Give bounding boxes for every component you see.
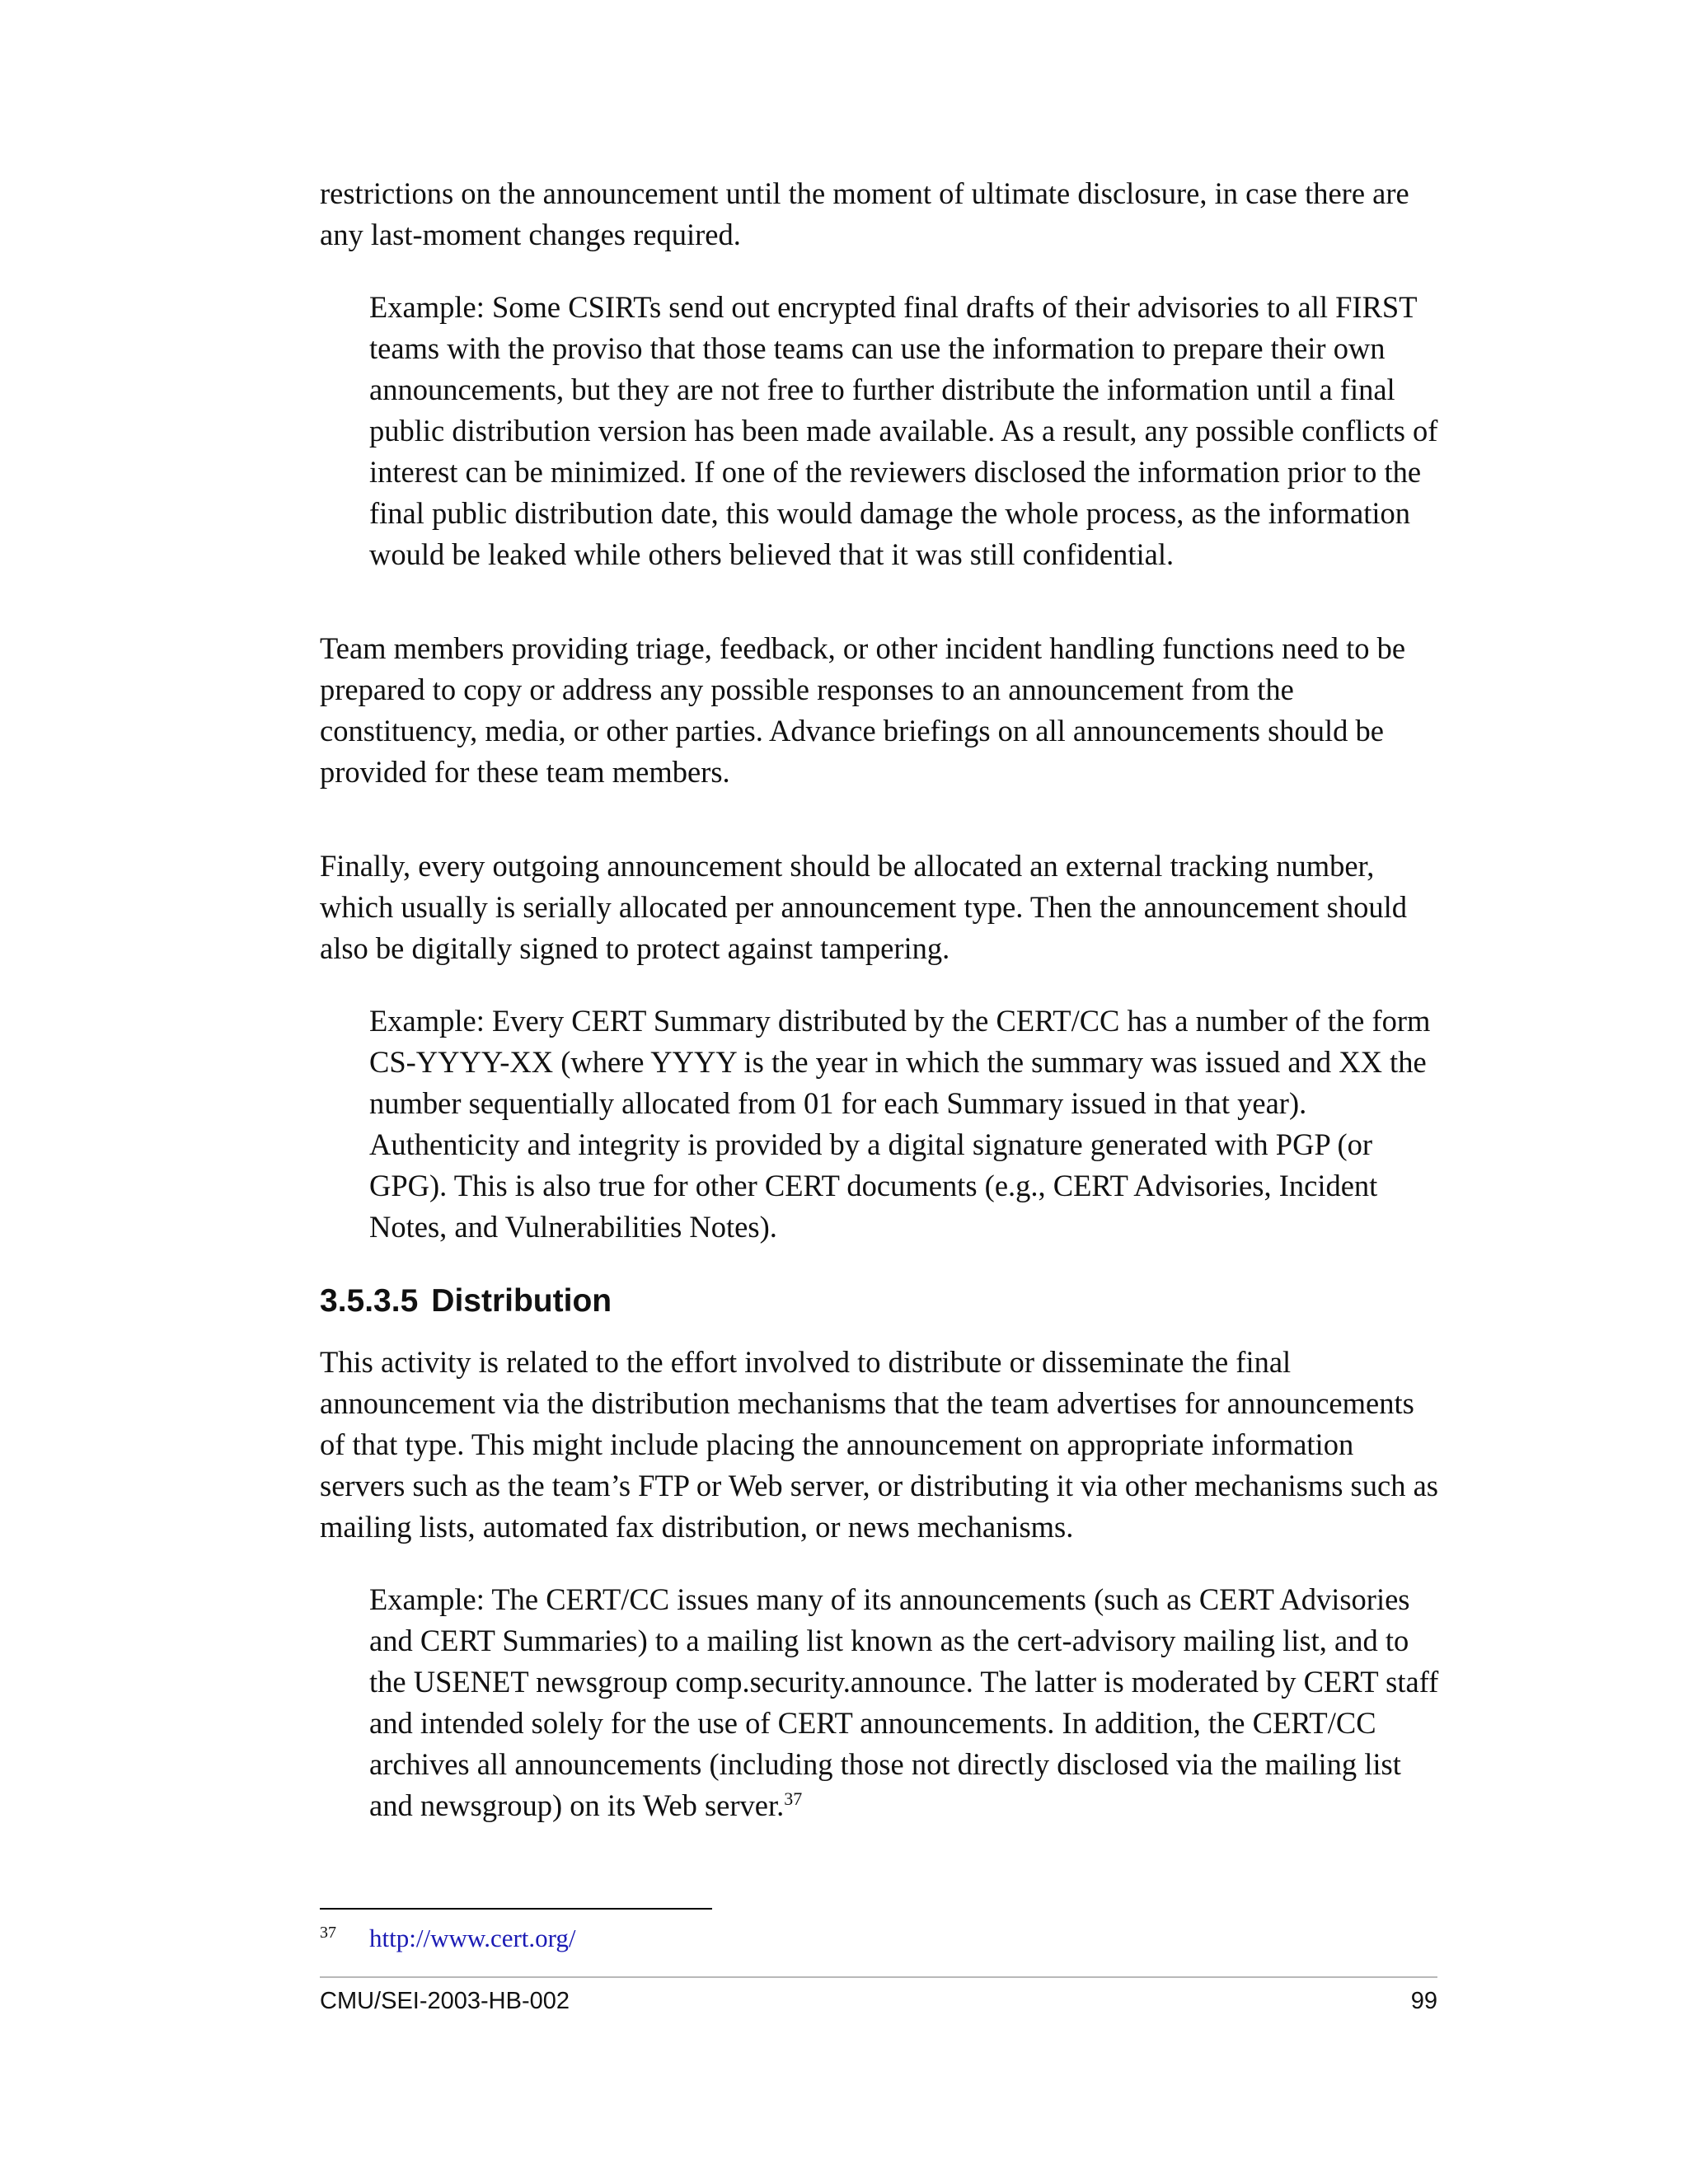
footnote-link[interactable]: http://www.cert.org/: [369, 1924, 576, 1952]
section-heading: [320, 1281, 1441, 1322]
page-number: 99: [1410, 1988, 1437, 2014]
footer-divider: [320, 1976, 1437, 1978]
section-title: Distribution: [431, 1283, 612, 1319]
example-csirt-drafts: Example: Some CSIRTs send out encrypted final drafts of their advisories to all FIRST teams with the proviso that those teams can use the information to prepare their own announcements, but they are not free to further distribute the information until a final public distribution version has been made available. As a result, any possible conflicts of interest can be minimized. If one of the reviewers disclosed the information prior to the final public distribution date, this would damage the whole process, as the information would be leaked while others believed that it was still confidential.: [369, 290, 1438, 571]
example-cert-mailing-list: [369, 1579, 1441, 1826]
footnote-divider: [320, 1908, 712, 1910]
page-body: [320, 173, 1441, 1826]
section-number: 3.5.3.5: [320, 1283, 419, 1319]
footnote-reference[interactable]: 37: [784, 1788, 803, 1809]
example-cert-summary: Example: Every CERT Summary distributed by the CERT/CC has a number of the form CS-YYYY-XX (where YYYY is the year in which the summary was issued and XX the number sequentially allocated from 01 for each Summary issued in that year). Authenticity and integrity is provided by a digital signature generated with PGP (or GPG). This is also true for other CERT documents (e.g., CERT Advisories, Incident Notes, and Vulnerabilities Notes).: [369, 1004, 1431, 1244]
footnote: 37 http://www.cert.org/: [320, 1923, 576, 1952]
paragraph-tracking-number: Finally, every outgoing announcement should be allocated an external tracking number, which usually is serially allocated per announcement type. Then the announcement should also be digitally signed to protect against tampering.: [320, 849, 1408, 965]
paragraph-distribution: This activity is related to the effort involved to distribute or disseminate the final announcement via the distribution mechanisms that the team advertises for announcements of that type. This might include placing the announcement on appropriate information servers such as the team’s FTP or Web server, or distributing it via other mechanisms such as mailing lists, automated fax distribution, or news mechanisms.: [320, 1345, 1438, 1544]
paragraph-team-members: Team members providing triage, feedback, or other incident handling functions need to be prepared to copy or address any possible responses to an announcement from the constituency, media, or other parties. Advance briefings on all announcements should be provided for these team members.: [320, 631, 1406, 789]
document-id: CMU/SEI-2003-HB-002: [320, 1988, 570, 2014]
paragraph-restrictions: restrictions on the announcement until the moment of ultimate disclosure, in case there are any last-moment changes required.: [320, 176, 1409, 251]
page-footer: [320, 1983, 1437, 2019]
example-cert-mailing-list-text: Example: The CERT/CC issues many of its announcements (such as CERT Advisories and CERT Summaries) to a mailing list known as the cert-advisory mailing list, and to the USENET newsgroup comp.security.announce. The latter is moderated by CERT staff and intended solely for the use of CERT announcements. In addition, the CERT/CC archives all announcements (including those not directly disclosed via the mailing list and newsgroup) on its Web server.: [369, 1582, 1439, 1822]
